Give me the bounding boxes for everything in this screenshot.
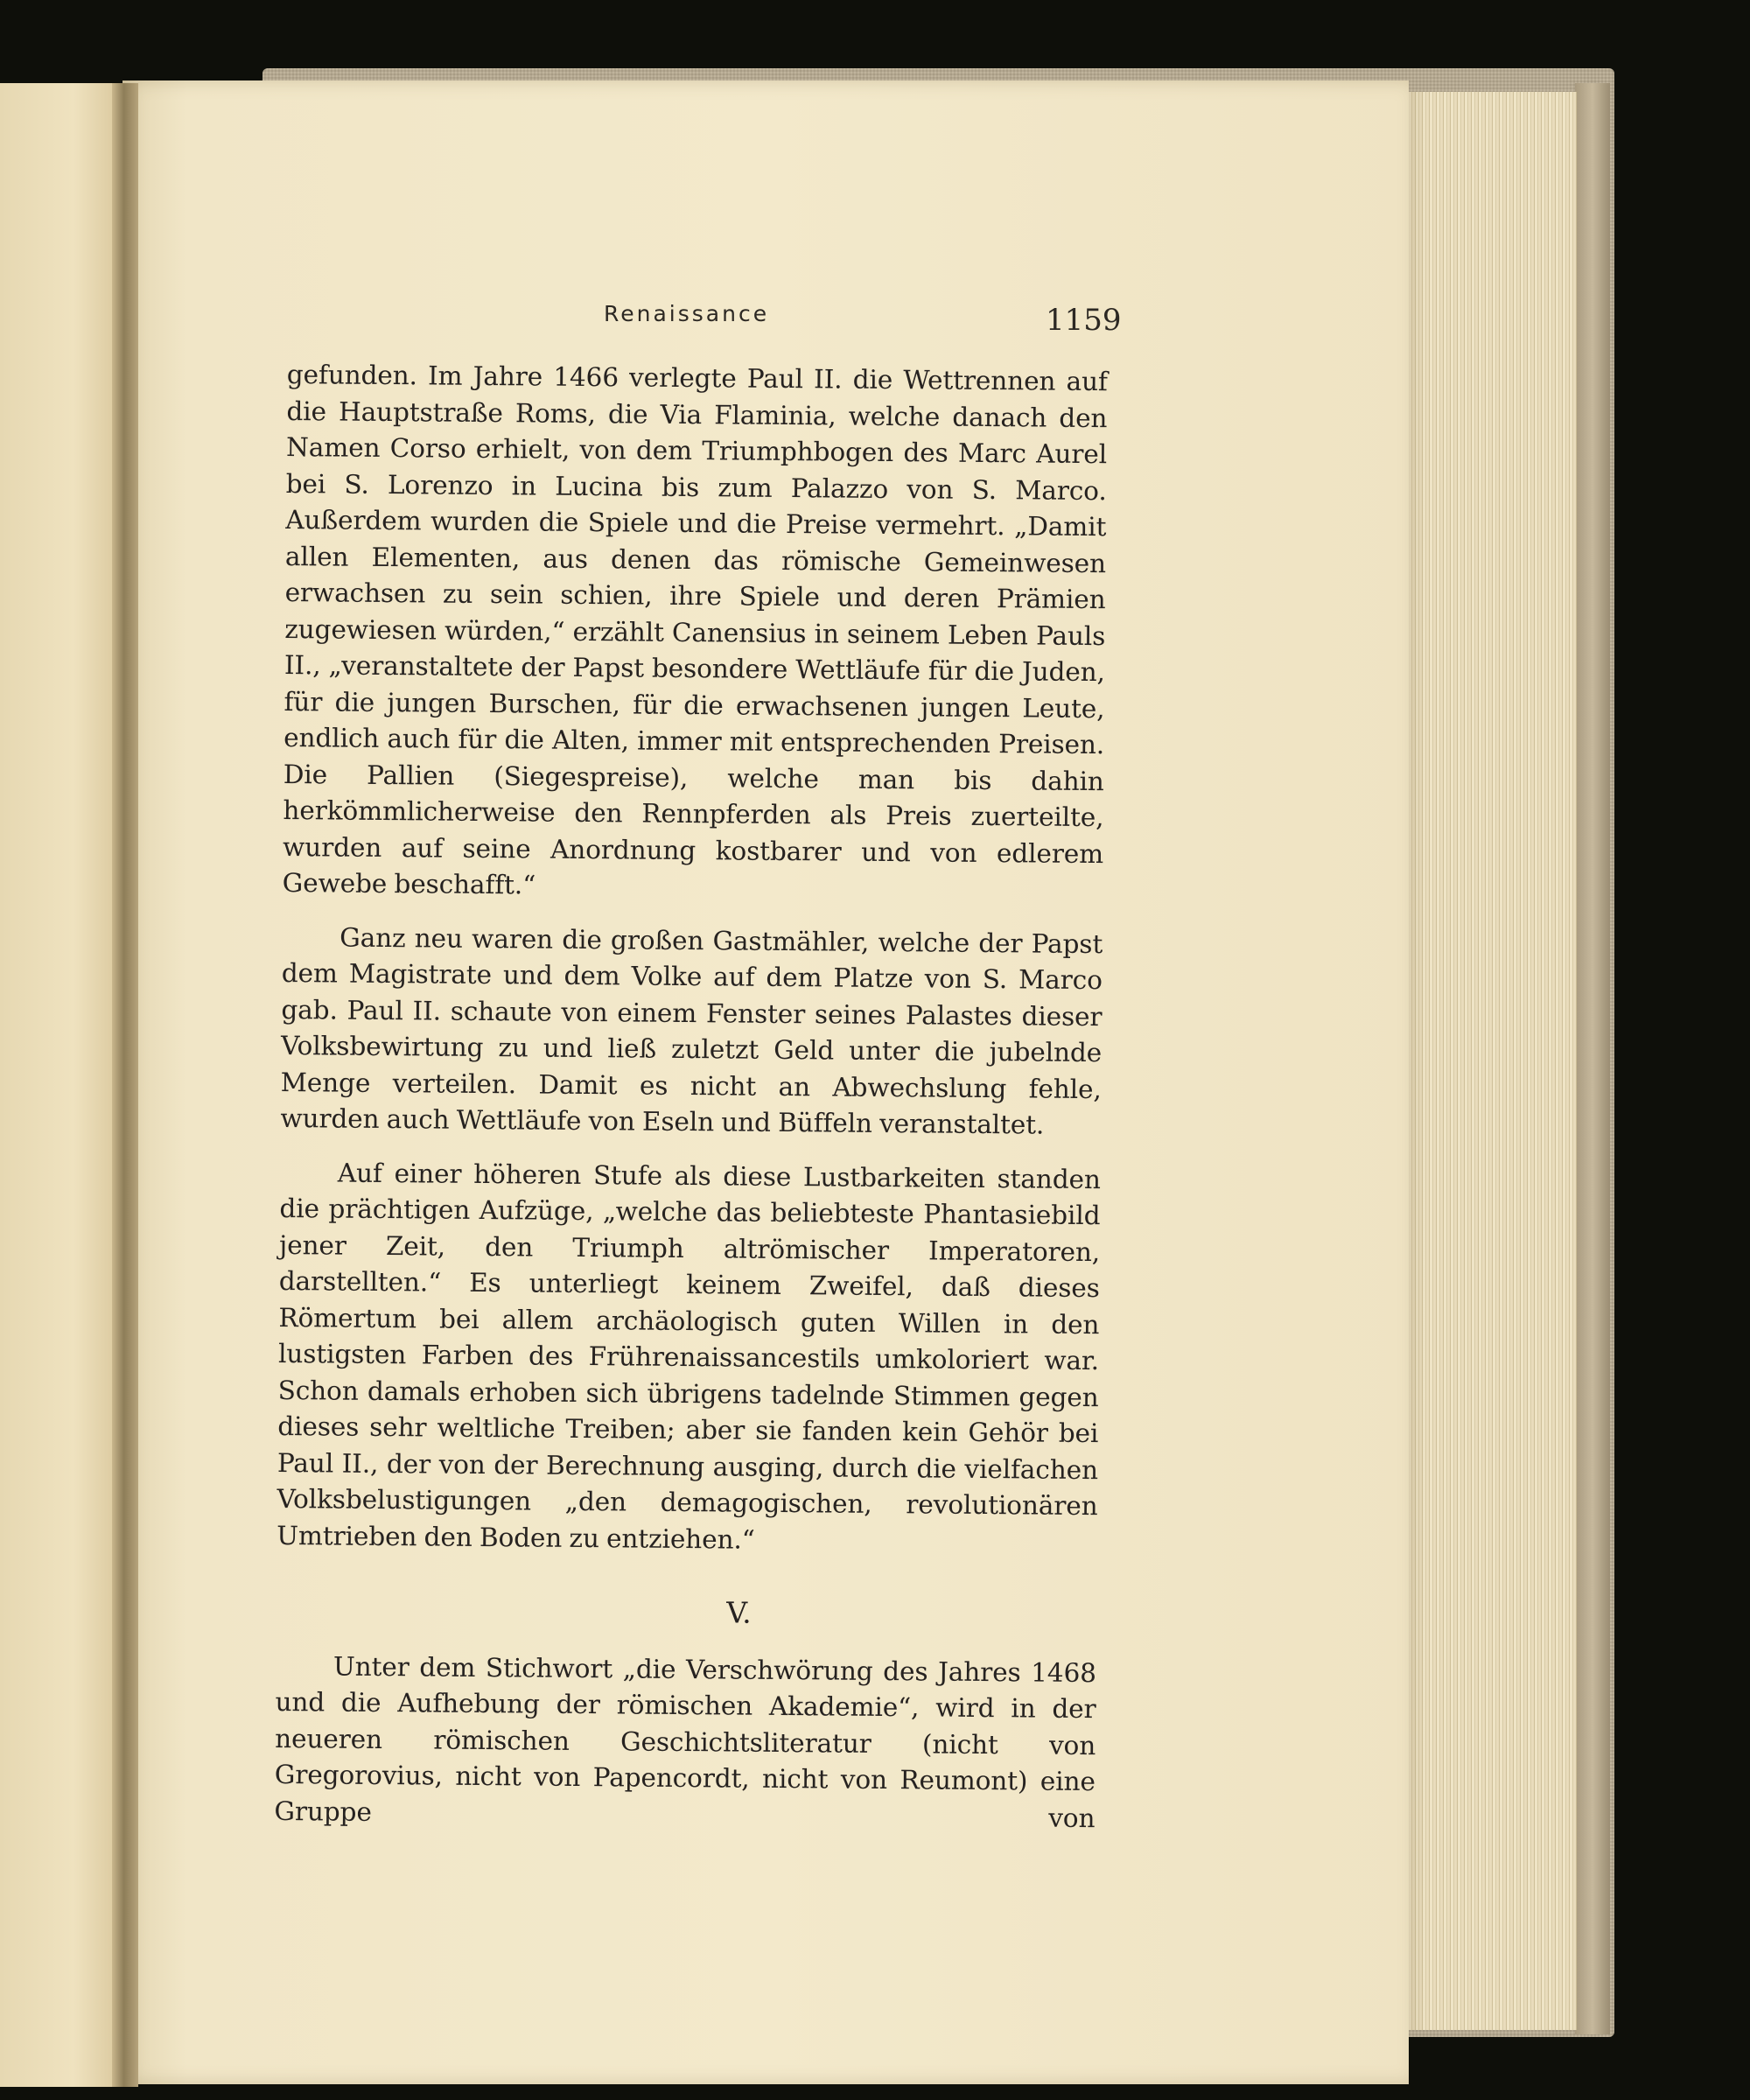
paragraph-1: gefunden. Im Jahre 1466 verlegte Paul II. die Wettrennen auf die Hauptstraße Roms, die Via Flaminia, welche danach den Namen Corso erhielt, von dem Triumphbogen des Marc Aurel bei S. Lorenzo in Lucina bis zum Palazzo von S. Marco. Außerdem wurden die Spiele und die Preise vermehrt. „Damit allen Elementen, aus denen das römische Gemeinwesen erwachsen zu sein schien, ihre Spiele und deren Prämien zugewiesen würden,“ erzählt Canensius in seinem Leben Pauls II., „veranstaltete der Papst besondere Wettläufe für die Juden, für die jungen Burschen, für die erwachsenen jungen Leute, endlich auch für die Alten, immer mit entsprechenden Preisen. Die Pallien (Siegespreise), welche man bis dahin herkömmlicherweise den Rennpferden als Preis zuerteilte, wurden auf seine Anordnung kostbarer und von edlerem Gewebe beschafft.“: [282, 359, 1108, 900]
section-heading: V.: [726, 1595, 752, 1630]
page-text-block: [274, 357, 1108, 1837]
paragraph-3: Auf einer höheren Stufe als diese Lustbarkeiten standen die prächtigen Aufzüge, „welche das beliebteste Phantasiebild jener Zeit, den Triumph altrömischer Imperatoren, darstellten.“ Es unterliegt keinem Zweifel, daß dieses Römertum bei allem archäologisch guten Willen in den lustigsten Farben des Frührenaissancestils umkoloriert war. Schon damals erhoben sich übrigens tadelnde Stimmen gegen dieses sehr weltliche Treiben; aber sie fanden kein Gehör bei Paul II., der von der Berechnung ausging, durch die vielfachen Volksbelustigungen „den demagogischen, revolutionären Umtrieben den Boden zu entziehen.“: [276, 1158, 1101, 1555]
facing-page-edge: [0, 83, 122, 2087]
cover-edge: [1575, 83, 1610, 2034]
running-header: Renaissance: [604, 301, 770, 326]
paragraph-4: Unter dem Stichwort „die Verschwörung des Jahres 1468 und die Aufhebung der römischen Akademie“, wird in der neueren römischen Geschichtsliteratur (nicht von Gregorovius, nicht von Papencordt, nicht von Reumont) eine Gruppe von: [274, 1651, 1097, 1833]
page-number: 1159: [1046, 303, 1122, 338]
page-block-edges: [1400, 92, 1577, 2030]
book-gutter: [112, 83, 138, 2087]
paragraph-2: Ganz neu waren die großen Gastmähler, welche der Papst dem Magistrate und dem Volke auf dem Platze von S. Marco gab. Paul II. schaute von einem Fenster seines Palastes dieser Volksbewirtung zu und ließ zuletzt Geld unter die jubelnde Menge verteilen. Damit es nicht an Abwechslung fehle, wurden auch Wettläufe von Eseln und Büffeln veranstaltet.: [280, 922, 1103, 1140]
